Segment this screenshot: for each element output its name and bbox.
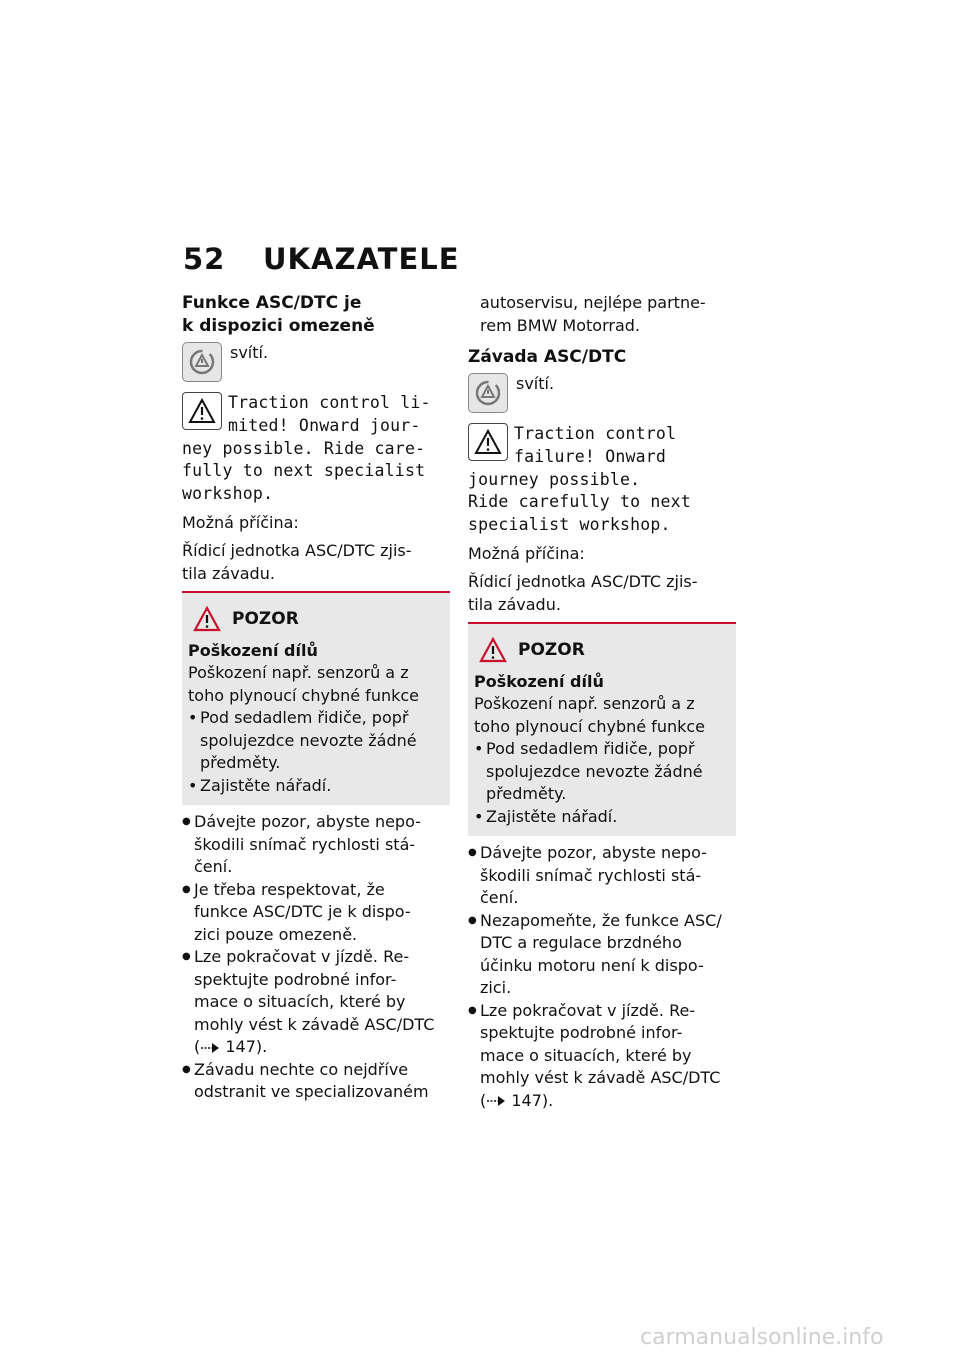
warning-triangle-icon <box>182 392 222 430</box>
list-item: • Zajistěte nářadí. <box>188 775 444 798</box>
warning-list <box>474 738 730 828</box>
cause-text: Řídicí jednotka ASC/DTC zjis- <box>468 572 698 592</box>
caution-icon <box>192 605 222 633</box>
section-heading-cont: k dispozici omezeně <box>182 316 375 336</box>
indicator-row <box>182 342 450 382</box>
continued-text: rem BMW Motorrad. <box>480 315 641 335</box>
display-line: fully to next specialist <box>182 461 426 481</box>
warning-box <box>182 591 450 805</box>
watermark: carmanualsonline.info <box>640 1325 884 1350</box>
instruction-list <box>468 842 736 1112</box>
display-line: Traction control <box>514 424 677 443</box>
page-reference-arrow-icon <box>486 1095 506 1107</box>
page-number: 52 <box>183 242 226 276</box>
list-item: ● Dávejte pozor, abyste nepo- škodili snímač rychlosti stá- čení. <box>468 842 736 910</box>
warning-title-text: POZOR <box>232 609 299 630</box>
instruction-list <box>182 811 450 1104</box>
indicator-row <box>468 373 736 413</box>
display-line: ney possible. Ride care- <box>182 438 426 458</box>
indicator-label: svítí. <box>230 343 269 362</box>
warning-text: toho plynoucí chybné funkce <box>474 716 705 736</box>
warning-text: Poškození např. senzorů a z <box>188 663 409 683</box>
asc-warning-icon <box>468 373 508 413</box>
display-line: Traction control li- <box>228 393 431 412</box>
warning-title <box>192 605 444 633</box>
warning-title-text: POZOR <box>518 640 585 661</box>
page-header <box>183 242 460 276</box>
list-item: ● Závadu nechte co nejdříve odstranit ve specializovaném <box>182 1059 450 1104</box>
display-line: mited! Onward jour- <box>228 415 421 435</box>
warning-subtitle: Poškození dílů <box>474 672 604 692</box>
cause-text: tila závadu. <box>468 594 561 614</box>
list-item: • Zajistěte nářadí. <box>474 806 730 829</box>
warning-subtitle: Poškození dílů <box>188 641 318 661</box>
section-heading: Závada ASC/DTC <box>468 347 627 367</box>
list-item: ● Lze pokračovat v jízdě. Re- spektujte podrobné infor- mace o situacích, které by mohly vést k závadě ASC/DTC ( 147). <box>468 1000 736 1113</box>
page-title: UKAZATELE <box>263 242 460 276</box>
list-item: ● Dávejte pozor, abyste nepo- škodili snímač rychlosti stá- čení. <box>182 811 450 879</box>
warning-text: Poškození např. senzorů a z <box>474 694 695 714</box>
list-item: ● Nezapomeňte, že funkce ASC/ DTC a regulace brzdného účinku motoru není k dispo- zici. <box>468 910 736 1000</box>
warning-triangle-icon <box>468 423 508 461</box>
display-message <box>468 423 736 537</box>
list-item: ● Je třeba respektovat, že funkce ASC/DTC je k dispo- zici pouze omezeně. <box>182 879 450 947</box>
warning-title <box>478 636 730 664</box>
warning-text: toho plynoucí chybné funkce <box>188 685 419 705</box>
caution-icon <box>478 636 508 664</box>
list-item: • Pod sedadlem řidiče, popř spolujezdce nevozte žádné předměty. <box>188 707 444 775</box>
display-line: journey possible. <box>468 469 641 489</box>
display-line: Ride carefully to next <box>468 492 691 512</box>
left-column <box>182 292 450 1104</box>
warning-box <box>468 622 736 836</box>
warning-list <box>188 707 444 797</box>
indicator-label: svítí. <box>516 374 555 393</box>
page-reference[interactable]: 147). <box>220 1037 268 1057</box>
list-item: • Pod sedadlem řidiče, popř spolujezdce nevozte žádné předměty. <box>474 738 730 806</box>
cause-label: Možná příčina: <box>468 543 585 563</box>
right-column <box>468 292 736 1112</box>
page-reference-arrow-icon <box>200 1042 220 1054</box>
page-reference[interactable]: 147). <box>506 1090 554 1110</box>
list-item: ● Lze pokračovat v jízdě. Re- spektujte podrobné infor- mace o situacích, které by mohly vést k závadě ASC/DTC ( 147). <box>182 946 450 1059</box>
display-line: specialist workshop. <box>468 515 671 535</box>
display-line: failure! Onward <box>514 446 667 466</box>
asc-warning-icon <box>182 342 222 382</box>
section-heading: Funkce ASC/DTC je <box>182 293 362 313</box>
display-message <box>182 392 450 506</box>
cause-text: Řídicí jednotka ASC/DTC zjis- <box>182 541 412 561</box>
cause-text: tila závadu. <box>182 563 275 583</box>
continued-text: autoservisu, nejlépe partne- <box>480 293 706 312</box>
cause-label: Možná příčina: <box>182 512 299 532</box>
display-line: workshop. <box>182 484 274 504</box>
